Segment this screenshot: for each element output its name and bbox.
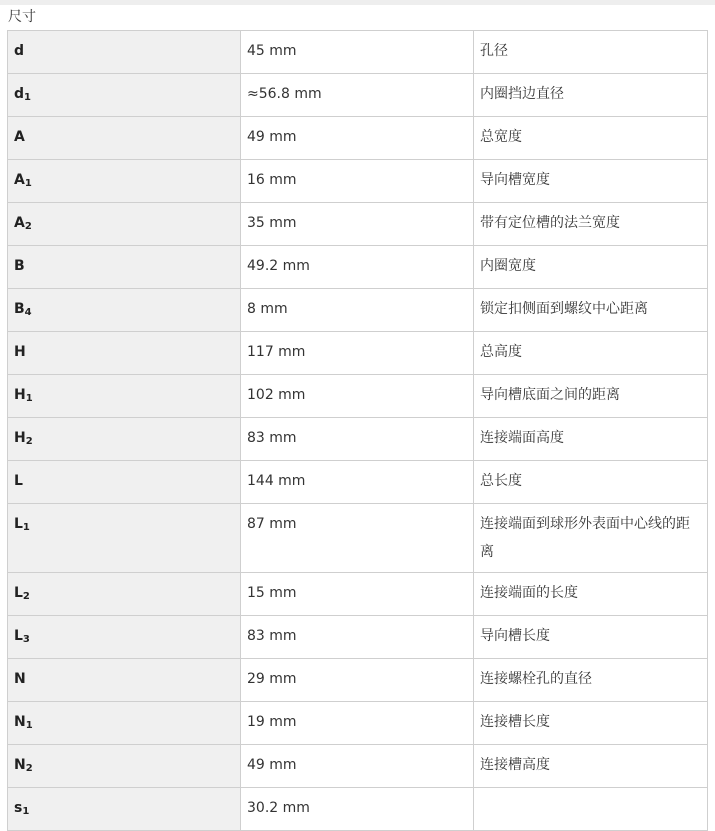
- symbol: H: [14, 430, 26, 446]
- value-cell: 29 mm: [241, 659, 474, 702]
- symbol: N: [14, 714, 26, 730]
- value-cell: 30.2 mm: [241, 788, 474, 831]
- symbol-subscript: 2: [22, 591, 30, 602]
- table-caption: 尺寸: [8, 9, 36, 25]
- table-row: [8, 289, 708, 332]
- symbol-cell: [8, 788, 241, 831]
- table-row: [8, 375, 708, 418]
- symbol: d: [14, 43, 25, 59]
- dimensions-table: [7, 30, 708, 831]
- description-cell: 孔径: [474, 31, 708, 74]
- symbol-cell: [8, 461, 241, 504]
- value-cell: 35 mm: [241, 203, 474, 246]
- symbol-subscript: 2: [25, 436, 33, 447]
- symbol: B: [14, 301, 25, 317]
- dimensions-table-body: [8, 31, 708, 831]
- symbol-subscript: 3: [22, 634, 30, 645]
- table-row: [8, 616, 708, 659]
- symbol: L: [14, 473, 23, 489]
- description-cell: 连接螺栓孔的直径: [474, 659, 708, 702]
- symbol: H: [14, 387, 26, 403]
- symbol-cell: [8, 332, 241, 375]
- symbol-cell: [8, 246, 241, 289]
- symbol: H: [14, 344, 26, 360]
- value-cell: 144 mm: [241, 461, 474, 504]
- value-cell: 45 mm: [241, 31, 474, 74]
- symbol: L: [14, 585, 23, 601]
- symbol-subscript: 2: [24, 221, 32, 232]
- value-cell: ≈56.8 mm: [241, 74, 474, 117]
- symbol-subscript: 4: [24, 307, 32, 318]
- table-row: [8, 117, 708, 160]
- table-row: [8, 74, 708, 117]
- description-cell: 内圈宽度: [474, 246, 708, 289]
- symbol: A: [14, 129, 25, 145]
- value-cell: 49 mm: [241, 745, 474, 788]
- value-cell: 83 mm: [241, 418, 474, 461]
- description-cell: 锁定扣侧面到螺纹中心距离: [474, 289, 708, 332]
- table-row: [8, 573, 708, 616]
- table-row: [8, 246, 708, 289]
- table-row: [8, 160, 708, 203]
- table-row: [8, 745, 708, 788]
- description-cell: 带有定位槽的法兰宽度: [474, 203, 708, 246]
- table-row: [8, 461, 708, 504]
- description-cell: 导向槽宽度: [474, 160, 708, 203]
- description-cell: 连接端面高度: [474, 418, 708, 461]
- table-row: [8, 788, 708, 831]
- symbol: s: [14, 800, 23, 816]
- symbol-cell: [8, 74, 241, 117]
- table-row: [8, 332, 708, 375]
- table-row: [8, 659, 708, 702]
- symbol-cell: [8, 659, 241, 702]
- symbol-cell: [8, 745, 241, 788]
- symbol-subscript: 1: [25, 393, 33, 404]
- description-cell: 总长度: [474, 461, 708, 504]
- symbol-cell: [8, 573, 241, 616]
- description-cell: 连接端面的长度: [474, 573, 708, 616]
- value-cell: 8 mm: [241, 289, 474, 332]
- description-cell: 导向槽底面之间的距离: [474, 375, 708, 418]
- value-cell: 49 mm: [241, 117, 474, 160]
- symbol-cell: [8, 504, 241, 573]
- symbol-cell: [8, 203, 241, 246]
- description-cell: 内圈挡边直径: [474, 74, 708, 117]
- symbol-cell: [8, 616, 241, 659]
- symbol-cell: [8, 702, 241, 745]
- symbol-subscript: 1: [22, 522, 30, 533]
- value-cell: 49.2 mm: [241, 246, 474, 289]
- symbol: B: [14, 258, 25, 274]
- symbol-cell: [8, 289, 241, 332]
- symbol-cell: [8, 31, 241, 74]
- description-cell: 连接端面到球形外表面中心线的距离: [474, 504, 708, 573]
- table-row: [8, 31, 708, 74]
- symbol-subscript: 1: [22, 806, 30, 817]
- symbol-cell: [8, 418, 241, 461]
- description-cell: 连接槽长度: [474, 702, 708, 745]
- symbol: N: [14, 671, 26, 687]
- table-row: [8, 418, 708, 461]
- table-row: [8, 504, 708, 573]
- description-cell: 导向槽长度: [474, 616, 708, 659]
- description-cell: [474, 788, 708, 831]
- description-cell: 连接槽高度: [474, 745, 708, 788]
- symbol: N: [14, 757, 26, 773]
- value-cell: 87 mm: [241, 504, 474, 573]
- description-cell: 总高度: [474, 332, 708, 375]
- symbol-cell: [8, 117, 241, 160]
- symbol: A: [14, 215, 25, 231]
- symbol-subscript: 1: [24, 92, 31, 103]
- symbol: d: [14, 86, 25, 102]
- symbol-subscript: 2: [25, 763, 33, 774]
- table-row: [8, 203, 708, 246]
- symbol: A: [14, 172, 25, 188]
- value-cell: 15 mm: [241, 573, 474, 616]
- symbol: L: [14, 628, 23, 644]
- value-cell: 19 mm: [241, 702, 474, 745]
- symbol-cell: [8, 375, 241, 418]
- symbol-subscript: 1: [25, 720, 33, 731]
- value-cell: 16 mm: [241, 160, 474, 203]
- value-cell: 102 mm: [241, 375, 474, 418]
- table-row: [8, 702, 708, 745]
- value-cell: 83 mm: [241, 616, 474, 659]
- symbol: L: [14, 516, 23, 532]
- symbol-subscript: 1: [24, 178, 32, 189]
- description-cell: 总宽度: [474, 117, 708, 160]
- symbol-cell: [8, 160, 241, 203]
- value-cell: 117 mm: [241, 332, 474, 375]
